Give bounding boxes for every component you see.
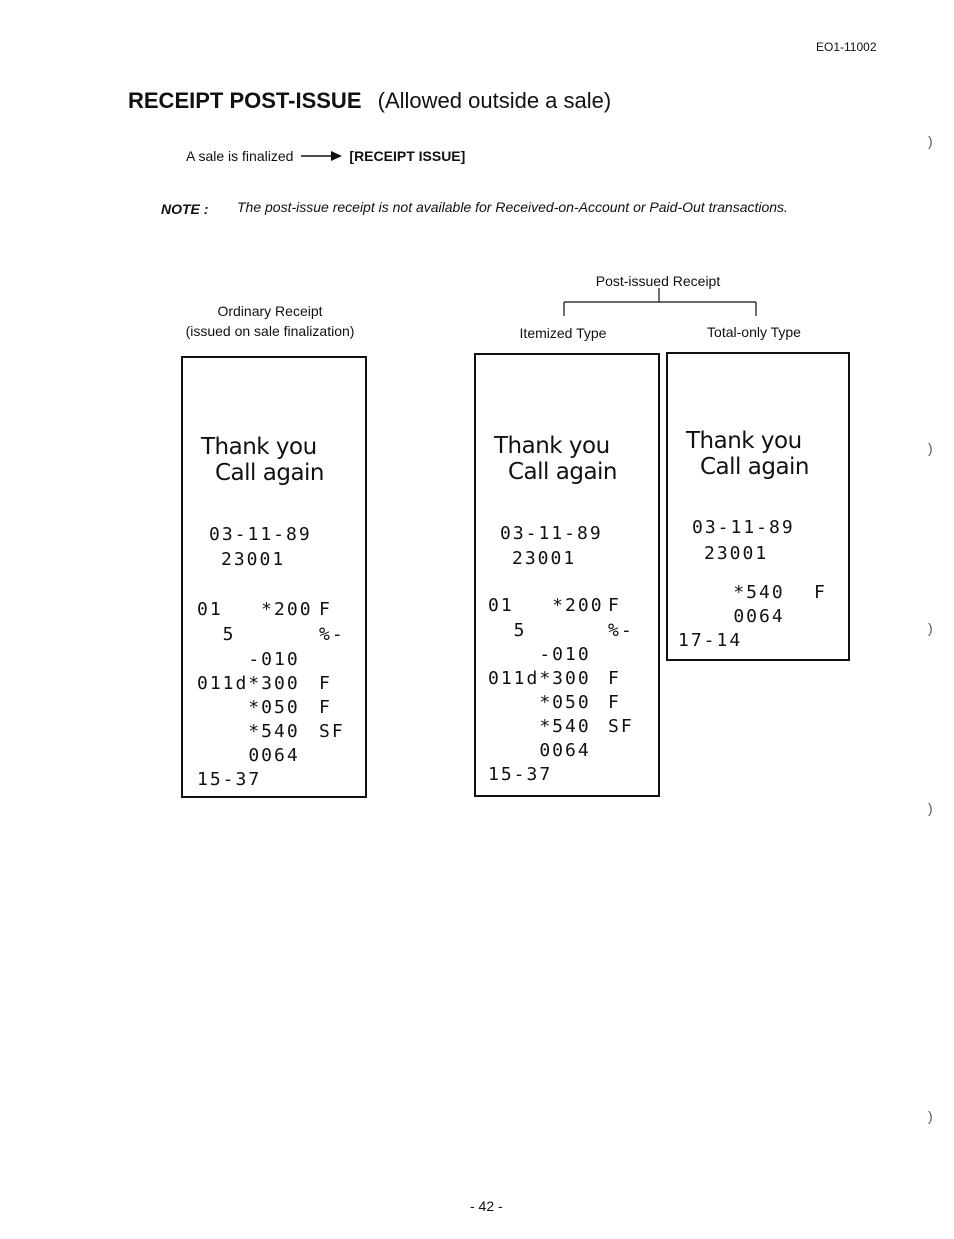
title-bold: RECEIPT POST-ISSUE (128, 88, 362, 113)
page-number: - 42 - (470, 1198, 503, 1214)
receipt-ordinary (181, 356, 367, 798)
caption-ordinary-line2: (issued on sale finalization) (185, 323, 355, 339)
line-item: *540 (197, 721, 300, 742)
receipt-id: 23001 (704, 543, 769, 564)
thank-you-message (201, 434, 324, 486)
note-label: NOTE : (161, 201, 209, 217)
line-symbol: F (814, 582, 827, 603)
line-item: 0064 (197, 745, 300, 766)
receipt-time: 17-14 (678, 630, 743, 651)
line-item: *050 (488, 692, 591, 713)
line-symbol: F (319, 673, 332, 694)
margin-mark: ) (928, 800, 933, 816)
line-item: 5 (488, 620, 527, 641)
document-number: EO1-11002 (816, 40, 877, 54)
line-item: *050 (197, 697, 300, 718)
receipt-date: 03-11-89 (500, 523, 603, 544)
operation-flow (186, 148, 465, 164)
line-symbol: %- (319, 624, 345, 645)
thank-line-1: Thank you (201, 434, 317, 460)
thank-you-message (686, 428, 809, 480)
margin-mark: ) (928, 620, 933, 636)
line-symbol: SF (319, 721, 345, 742)
caption-itemized: Itemized Type (519, 325, 607, 341)
title-normal: (Allowed outside a sale) (377, 88, 612, 113)
receipt-id: 23001 (221, 549, 286, 570)
line-symbol: F (608, 692, 621, 713)
margin-mark: ) (928, 1108, 933, 1124)
line-item: *540 (488, 716, 591, 737)
receipt-time: 15-37 (197, 769, 262, 790)
line-item: 01 *200 (488, 595, 604, 616)
margin-mark: ) (928, 133, 933, 149)
thank-line-2: Call again (215, 460, 325, 486)
line-item: -010 (197, 649, 300, 670)
line-item: *540 (682, 582, 785, 603)
line-symbol: %- (608, 620, 634, 641)
receipt-date: 03-11-89 (209, 524, 312, 545)
receipt-itemized (474, 353, 660, 797)
line-symbol: F (608, 595, 621, 616)
right-arrow-icon (299, 149, 343, 163)
caption-bracket (563, 288, 757, 318)
line-symbol: F (319, 697, 332, 718)
line-symbol: F (319, 599, 332, 620)
line-item: 0064 (488, 740, 591, 761)
receipt-id: 23001 (512, 548, 577, 569)
thank-you-message (494, 433, 617, 485)
note-text: The post-issue receipt is not available for Received-on-Account or Paid-Out transactions. (237, 199, 788, 215)
line-item: 011d*300 (197, 673, 300, 694)
receipt-time: 15-37 (488, 764, 553, 785)
caption-total-only: Total-only Type (707, 324, 801, 340)
flow-step-2-key: [RECEIPT ISSUE] (349, 148, 466, 164)
thank-line-1: Thank you (494, 433, 610, 459)
caption-ordinary-line1: Ordinary Receipt (217, 303, 323, 319)
flow-step-1: A sale is finalized (186, 148, 294, 164)
receipt-date: 03-11-89 (692, 517, 795, 538)
caption-ordinary (170, 301, 370, 341)
caption-post-issued: Post-issued Receipt (595, 273, 721, 289)
receipt-total-only (666, 352, 850, 661)
line-item: 5 (197, 624, 236, 645)
thank-line-2: Call again (700, 454, 810, 480)
line-item: 011d*300 (488, 668, 591, 689)
line-item: 0064 (682, 606, 785, 627)
page-title (128, 88, 611, 114)
line-item: 01 *200 (197, 599, 313, 620)
line-item: -010 (488, 644, 591, 665)
margin-mark: ) (928, 440, 933, 456)
line-symbol: F (608, 668, 621, 689)
thank-line-1: Thank you (686, 428, 802, 454)
thank-line-2: Call again (508, 459, 618, 485)
line-symbol: SF (608, 716, 634, 737)
